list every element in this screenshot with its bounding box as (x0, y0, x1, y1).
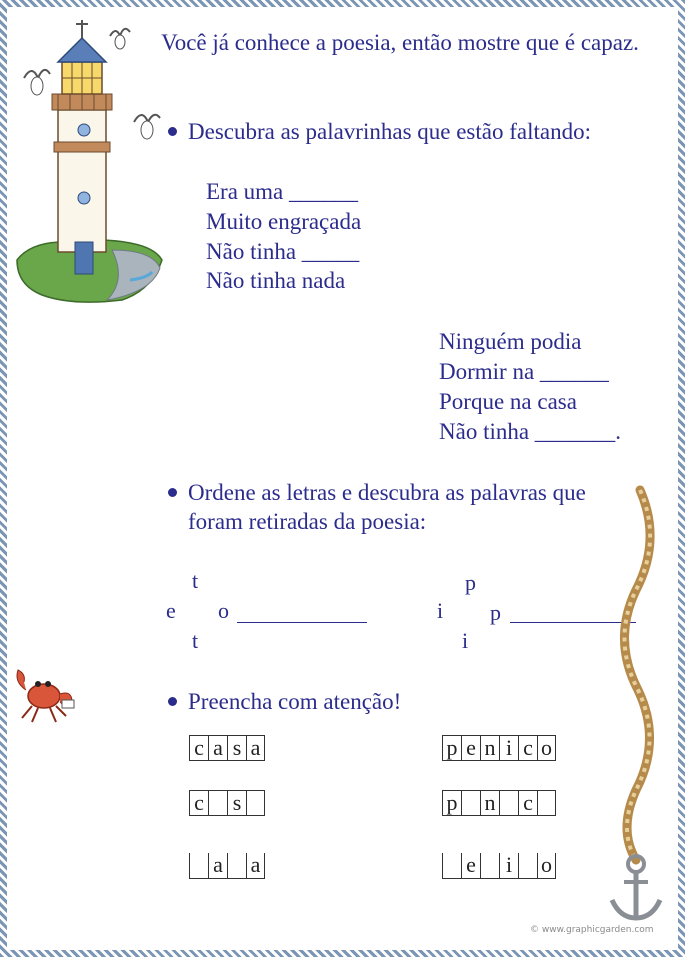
letter-cell: o (537, 735, 556, 761)
puzzle2-letter: i (462, 628, 469, 653)
rope-anchor-illustration (600, 480, 680, 925)
letter-cell: c (518, 735, 537, 761)
bullet-icon (168, 488, 177, 497)
letter-cell: e (461, 853, 480, 879)
word-box-row (442, 853, 556, 879)
crab-icon (12, 660, 78, 726)
letter-cell[interactable] (480, 853, 499, 879)
puzzle1-letter: o (218, 598, 229, 623)
letter-cell: i (499, 853, 518, 879)
letter-cell: s (227, 790, 246, 816)
poem-line: Porque na casa (439, 389, 577, 414)
poem-line: Não tinha _____ (206, 239, 360, 264)
poem-line: Ninguém podia (439, 329, 582, 354)
page-title: Você já conhece a poesia, então mostre que é capaz. (161, 30, 639, 55)
letter-cell: a (208, 853, 227, 879)
letter-cell: i (499, 735, 518, 761)
letter-cell: a (208, 735, 227, 761)
letter-cell[interactable] (442, 853, 461, 879)
seagull-icon (132, 106, 162, 144)
bullet-icon (168, 697, 177, 706)
puzzle1-letter: e (166, 598, 176, 623)
section3-instruction: Preencha com atenção! (188, 689, 402, 714)
letter-cell: p (442, 735, 461, 761)
letter-cell[interactable] (227, 853, 246, 879)
seagull-icon (22, 60, 52, 98)
answer-line[interactable] (237, 622, 367, 623)
word-box-row (189, 790, 265, 816)
letter-cell: a (246, 735, 265, 761)
letter-cell[interactable] (246, 790, 265, 816)
word-box-row (189, 853, 265, 879)
letter-cell[interactable] (499, 790, 518, 816)
poem-line: Não tinha _______. (439, 419, 622, 444)
word-box-row (442, 790, 556, 816)
letter-cell: c (189, 790, 208, 816)
poem-line: Era uma ______ (206, 179, 359, 204)
letter-cell[interactable] (537, 790, 556, 816)
letter-cell: p (442, 790, 461, 816)
letter-cell[interactable] (461, 790, 480, 816)
bullet-icon (168, 127, 177, 136)
seagull-icon (108, 22, 132, 52)
poem-line: Dormir na ______ (439, 359, 609, 384)
letter-cell: o (537, 853, 556, 879)
credit-text: © www.graphicgarden.com (530, 925, 654, 935)
letter-cell: c (518, 790, 537, 816)
puzzle1-letter: t (192, 628, 199, 653)
letter-cell: e (461, 735, 480, 761)
puzzle2-letter: i (437, 598, 444, 623)
letter-cell: a (246, 853, 265, 879)
puzzle2-letter: p (465, 570, 476, 595)
lighthouse-illustration (12, 10, 172, 310)
word-box-row (442, 735, 556, 761)
section1-instruction: Descubra as palavrinhas que estão faltando: (188, 119, 591, 144)
letter-cell: n (480, 790, 499, 816)
letter-cell[interactable] (189, 853, 208, 879)
section2-instruction: foram retiradas da poesia: (188, 509, 427, 534)
letter-cell[interactable] (518, 853, 537, 879)
word-box-row (189, 735, 265, 761)
letter-cell: c (189, 735, 208, 761)
letter-cell: n (480, 735, 499, 761)
puzzle1-letter: t (192, 568, 199, 593)
poem-line: Muito engraçada (206, 209, 362, 234)
poem-line: Não tinha nada (206, 268, 346, 293)
letter-cell[interactable] (208, 790, 227, 816)
puzzle2-letter: p (490, 600, 501, 625)
letter-cell: s (227, 735, 246, 761)
section2-instruction: Ordene as letras e descubra as palavras que (188, 480, 586, 505)
